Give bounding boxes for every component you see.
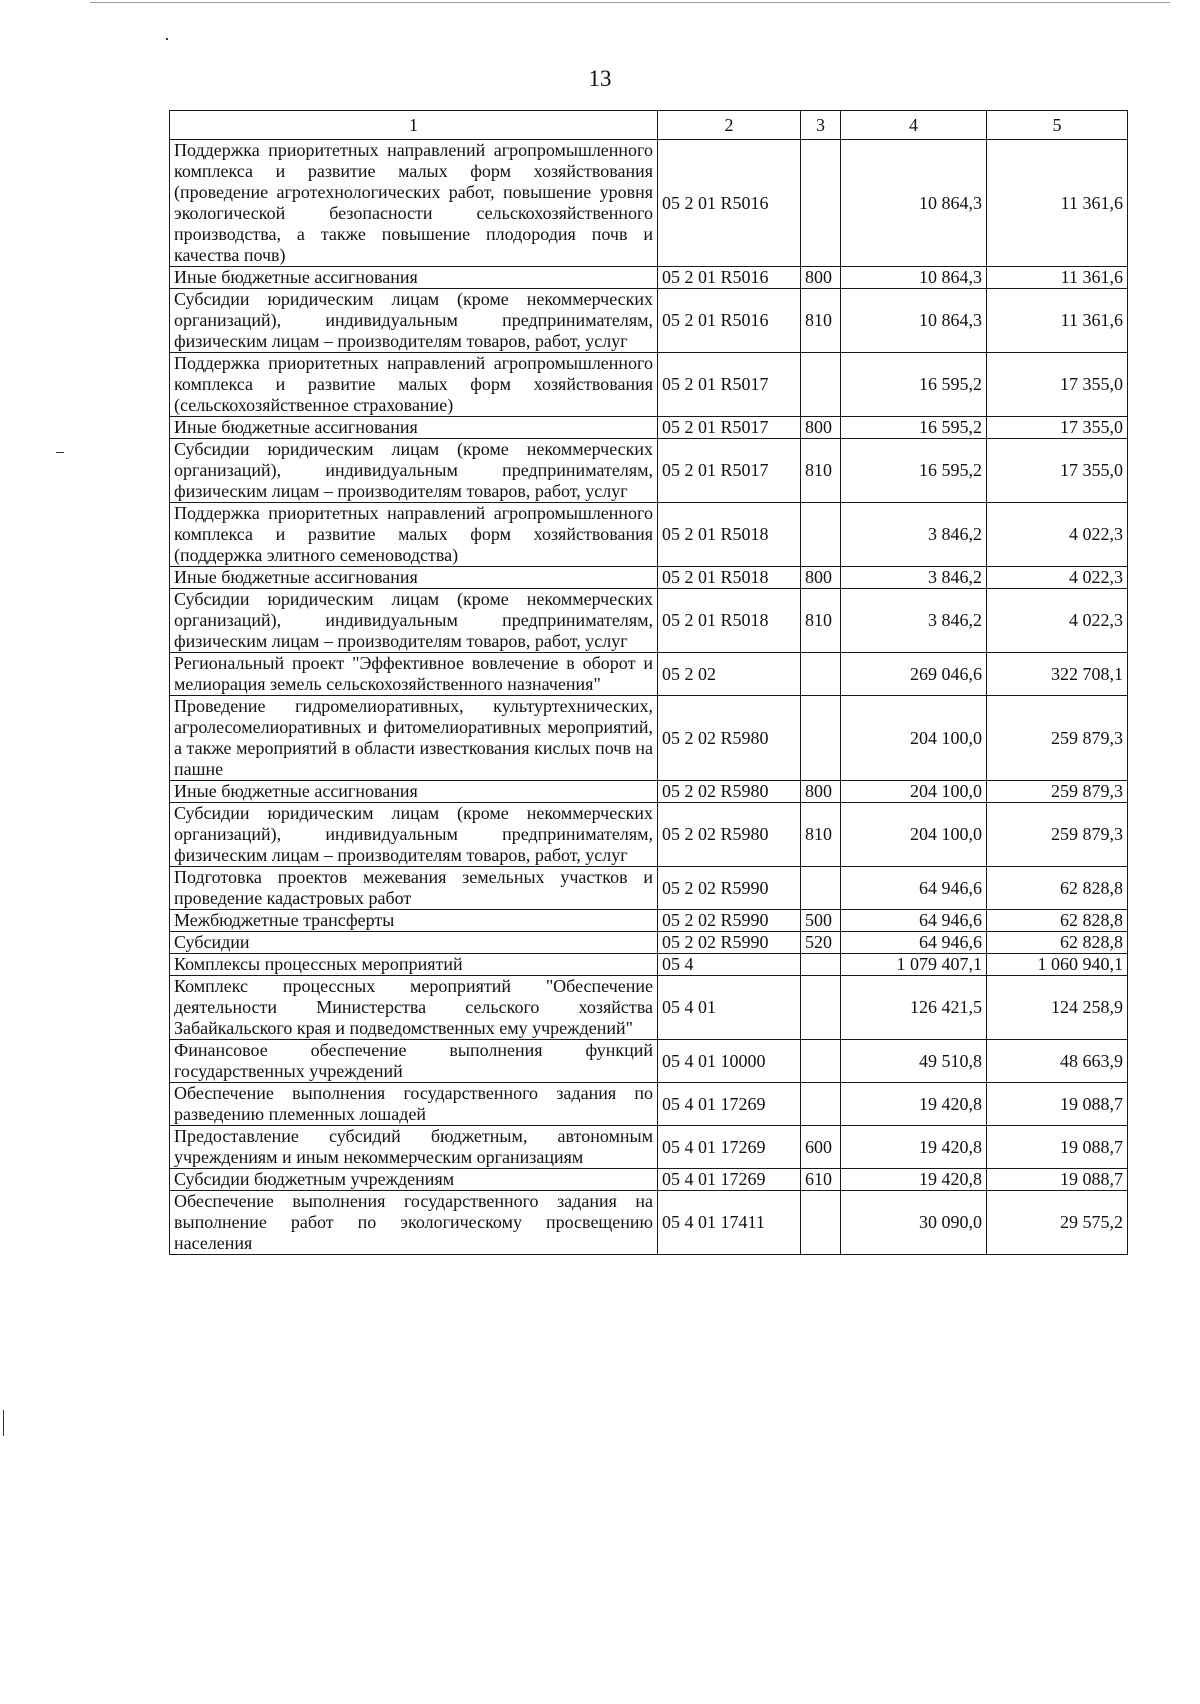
expense-type-cell: 500 <box>801 910 841 932</box>
page-number: 13 <box>588 66 612 91</box>
expense-type-cell <box>801 353 841 417</box>
target-code-cell: 05 2 01 R5016 <box>658 289 801 353</box>
target-code-cell: 05 2 01 R5018 <box>658 567 801 589</box>
amount-year2-cell: 11 361,6 <box>987 289 1128 353</box>
amount-year2-cell: 17 355,0 <box>987 353 1128 417</box>
item-name-cell: Обеспечение выполнения государственного задания по разведению племенных лошадей <box>170 1083 658 1126</box>
scan-top-edge <box>90 2 1170 3</box>
amount-year2-cell: 4 022,3 <box>987 589 1128 653</box>
expense-type-cell: 800 <box>801 781 841 803</box>
item-name-cell: Субсидии бюджетным учреждениям <box>170 1169 658 1191</box>
amount-year1-cell: 10 864,3 <box>841 289 987 353</box>
expense-type-cell <box>801 1191 841 1255</box>
amount-year2-cell: 259 879,3 <box>987 696 1128 781</box>
amount-year1-cell: 64 946,6 <box>841 910 987 932</box>
expense-type-cell: 800 <box>801 417 841 439</box>
table-body <box>170 140 1128 1255</box>
table-row <box>170 567 1128 589</box>
table-row <box>170 976 1128 1040</box>
target-code-cell: 05 2 01 R5017 <box>658 417 801 439</box>
target-code-cell: 05 2 02 R5980 <box>658 803 801 867</box>
amount-year1-cell: 204 100,0 <box>841 696 987 781</box>
target-code-cell: 05 2 01 R5016 <box>658 140 801 267</box>
expense-type-cell: 800 <box>801 267 841 289</box>
amount-year2-cell: 124 258,9 <box>987 976 1128 1040</box>
expense-type-cell <box>801 696 841 781</box>
expense-type-cell <box>801 1040 841 1083</box>
amount-year1-cell: 19 420,8 <box>841 1083 987 1126</box>
item-name-cell: Комплекс процессных мероприятий "Обеспечение деятельности Министерства сельского хозяйства Забайкальского края и подведомственных ему учреждений" <box>170 976 658 1040</box>
item-name-cell: Субсидии <box>170 932 658 954</box>
table-row <box>170 696 1128 781</box>
table-row <box>170 267 1128 289</box>
item-name-cell: Комплексы процессных мероприятий <box>170 954 658 976</box>
amount-year2-cell: 17 355,0 <box>987 439 1128 503</box>
scan-speck <box>166 38 168 40</box>
amount-year1-cell: 16 595,2 <box>841 439 987 503</box>
amount-year1-cell: 16 595,2 <box>841 417 987 439</box>
amount-year1-cell: 204 100,0 <box>841 803 987 867</box>
amount-year2-cell: 322 708,1 <box>987 653 1128 696</box>
amount-year2-cell: 4 022,3 <box>987 567 1128 589</box>
expense-type-cell: 800 <box>801 567 841 589</box>
amount-year1-cell: 19 420,8 <box>841 1126 987 1169</box>
target-code-cell: 05 2 02 <box>658 653 801 696</box>
target-code-cell: 05 2 01 R5017 <box>658 353 801 417</box>
expense-type-cell <box>801 140 841 267</box>
amount-year1-cell: 10 864,3 <box>841 140 987 267</box>
amount-year2-cell: 48 663,9 <box>987 1040 1128 1083</box>
item-name-cell: Поддержка приоритетных направлений агропромышленного комплекса и развитие малых форм хозяйствования (поддержка элитного семеноводства) <box>170 503 658 567</box>
column-header: 3 <box>801 111 841 140</box>
column-header: 4 <box>841 111 987 140</box>
table-header-row <box>170 111 1128 140</box>
item-name-cell: Межбюджетные трансферты <box>170 910 658 932</box>
amount-year1-cell: 64 946,6 <box>841 867 987 910</box>
target-code-cell: 05 2 02 R5980 <box>658 696 801 781</box>
table-row <box>170 140 1128 267</box>
table-row <box>170 954 1128 976</box>
table-row <box>170 589 1128 653</box>
amount-year2-cell: 11 361,6 <box>987 140 1128 267</box>
amount-year1-cell: 3 846,2 <box>841 503 987 567</box>
item-name-cell: Иные бюджетные ассигнования <box>170 417 658 439</box>
expense-type-cell <box>801 954 841 976</box>
table-row <box>170 1126 1128 1169</box>
target-code-cell: 05 4 01 17269 <box>658 1169 801 1191</box>
table-row <box>170 867 1128 910</box>
target-code-cell: 05 4 <box>658 954 801 976</box>
target-code-cell: 05 2 02 R5990 <box>658 932 801 954</box>
item-name-cell: Иные бюджетные ассигнования <box>170 567 658 589</box>
target-code-cell: 05 2 01 R5016 <box>658 267 801 289</box>
expense-type-cell: 610 <box>801 1169 841 1191</box>
expense-type-cell <box>801 1083 841 1126</box>
amount-year2-cell: 62 828,8 <box>987 867 1128 910</box>
item-name-cell: Субсидии юридическим лицам (кроме некоммерческих организаций), индивидуальным предпринимателям, физическим лицам – производителям товаров, работ, услуг <box>170 589 658 653</box>
scan-speck <box>3 1410 4 1436</box>
item-name-cell: Поддержка приоритетных направлений агропромышленного комплекса и развитие малых форм хозяйствования (проведение агротехнологических работ, повышение уровня экологической безопасности сельскохозяйственного производства, а также повышение плодородия почв и качества почв) <box>170 140 658 267</box>
target-code-cell: 05 2 02 R5980 <box>658 781 801 803</box>
item-name-cell: Субсидии юридическим лицам (кроме некоммерческих организаций), индивидуальным предпринимателям, физическим лицам – производителям товаров, работ, услуг <box>170 439 658 503</box>
target-code-cell: 05 4 01 10000 <box>658 1040 801 1083</box>
amount-year1-cell: 10 864,3 <box>841 267 987 289</box>
amount-year2-cell: 259 879,3 <box>987 803 1128 867</box>
amount-year1-cell: 49 510,8 <box>841 1040 987 1083</box>
table-row <box>170 653 1128 696</box>
item-name-cell: Иные бюджетные ассигнования <box>170 781 658 803</box>
table-row <box>170 803 1128 867</box>
item-name-cell: Предоставление субсидий бюджетным, автономным учреждениям и иным некоммерческим организациям <box>170 1126 658 1169</box>
amount-year1-cell: 64 946,6 <box>841 932 987 954</box>
amount-year1-cell: 204 100,0 <box>841 781 987 803</box>
target-code-cell: 05 2 01 R5018 <box>658 589 801 653</box>
amount-year1-cell: 3 846,2 <box>841 589 987 653</box>
table-row <box>170 1169 1128 1191</box>
amount-year2-cell: 17 355,0 <box>987 417 1128 439</box>
column-header: 5 <box>987 111 1128 140</box>
item-name-cell: Субсидии юридическим лицам (кроме некоммерческих организаций), индивидуальным предпринимателям, физическим лицам – производителям товаров, работ, услуг <box>170 289 658 353</box>
amount-year2-cell: 19 088,7 <box>987 1169 1128 1191</box>
item-name-cell: Иные бюджетные ассигнования <box>170 267 658 289</box>
target-code-cell: 05 4 01 17269 <box>658 1083 801 1126</box>
target-code-cell: 05 2 01 R5017 <box>658 439 801 503</box>
target-code-cell: 05 2 02 R5990 <box>658 910 801 932</box>
item-name-cell: Финансовое обеспечение выполнения функций государственных учреждений <box>170 1040 658 1083</box>
table-row <box>170 1083 1128 1126</box>
amount-year2-cell: 1 060 940,1 <box>987 954 1128 976</box>
table-row <box>170 289 1128 353</box>
expense-type-cell <box>801 503 841 567</box>
amount-year1-cell: 3 846,2 <box>841 567 987 589</box>
column-header: 2 <box>658 111 801 140</box>
target-code-cell: 05 4 01 17269 <box>658 1126 801 1169</box>
amount-year2-cell: 259 879,3 <box>987 781 1128 803</box>
table-row <box>170 1040 1128 1083</box>
amount-year1-cell: 269 046,6 <box>841 653 987 696</box>
table-row <box>170 417 1128 439</box>
amount-year2-cell: 29 575,2 <box>987 1191 1128 1255</box>
target-code-cell: 05 2 01 R5018 <box>658 503 801 567</box>
target-code-cell: 05 2 02 R5990 <box>658 867 801 910</box>
expense-type-cell: 810 <box>801 803 841 867</box>
table-row <box>170 353 1128 417</box>
item-name-cell: Поддержка приоритетных направлений агропромышленного комплекса и развитие малых форм хозяйствования (сельскохозяйственное страхование) <box>170 353 658 417</box>
column-header: 1 <box>170 111 658 140</box>
amount-year1-cell: 30 090,0 <box>841 1191 987 1255</box>
expense-type-cell <box>801 976 841 1040</box>
budget-table <box>169 110 1128 1255</box>
expense-type-cell: 600 <box>801 1126 841 1169</box>
table-row <box>170 932 1128 954</box>
amount-year1-cell: 126 421,5 <box>841 976 987 1040</box>
expense-type-cell: 810 <box>801 589 841 653</box>
expense-type-cell: 810 <box>801 439 841 503</box>
scan-speck <box>56 452 64 453</box>
expense-type-cell: 520 <box>801 932 841 954</box>
item-name-cell: Проведение гидромелиоративных, культуртехнических, агролесомелиоративных и фитомелиоративных мероприятий, а также мероприятий в области известкования кислых почв на пашне <box>170 696 658 781</box>
target-code-cell: 05 4 01 17411 <box>658 1191 801 1255</box>
item-name-cell: Подготовка проектов межевания земельных участков и проведение кадастровых работ <box>170 867 658 910</box>
expense-type-cell: 810 <box>801 289 841 353</box>
table-row <box>170 439 1128 503</box>
expense-type-cell <box>801 653 841 696</box>
item-name-cell: Субсидии юридическим лицам (кроме некоммерческих организаций), индивидуальным предпринимателям, физическим лицам – производителям товаров, работ, услуг <box>170 803 658 867</box>
amount-year1-cell: 19 420,8 <box>841 1169 987 1191</box>
amount-year1-cell: 16 595,2 <box>841 353 987 417</box>
amount-year2-cell: 4 022,3 <box>987 503 1128 567</box>
table-row <box>170 503 1128 567</box>
item-name-cell: Региональный проект "Эффективное вовлечение в оборот и мелиорация земель сельскохозяйственного назначения" <box>170 653 658 696</box>
table-row <box>170 910 1128 932</box>
target-code-cell: 05 4 01 <box>658 976 801 1040</box>
amount-year2-cell: 11 361,6 <box>987 267 1128 289</box>
amount-year2-cell: 62 828,8 <box>987 932 1128 954</box>
table-row <box>170 781 1128 803</box>
amount-year2-cell: 19 088,7 <box>987 1126 1128 1169</box>
expense-type-cell <box>801 867 841 910</box>
amount-year2-cell: 19 088,7 <box>987 1083 1128 1126</box>
item-name-cell: Обеспечение выполнения государственного задания на выполнение работ по экологическому просвещению населения <box>170 1191 658 1255</box>
amount-year1-cell: 1 079 407,1 <box>841 954 987 976</box>
table-row <box>170 1191 1128 1255</box>
amount-year2-cell: 62 828,8 <box>987 910 1128 932</box>
